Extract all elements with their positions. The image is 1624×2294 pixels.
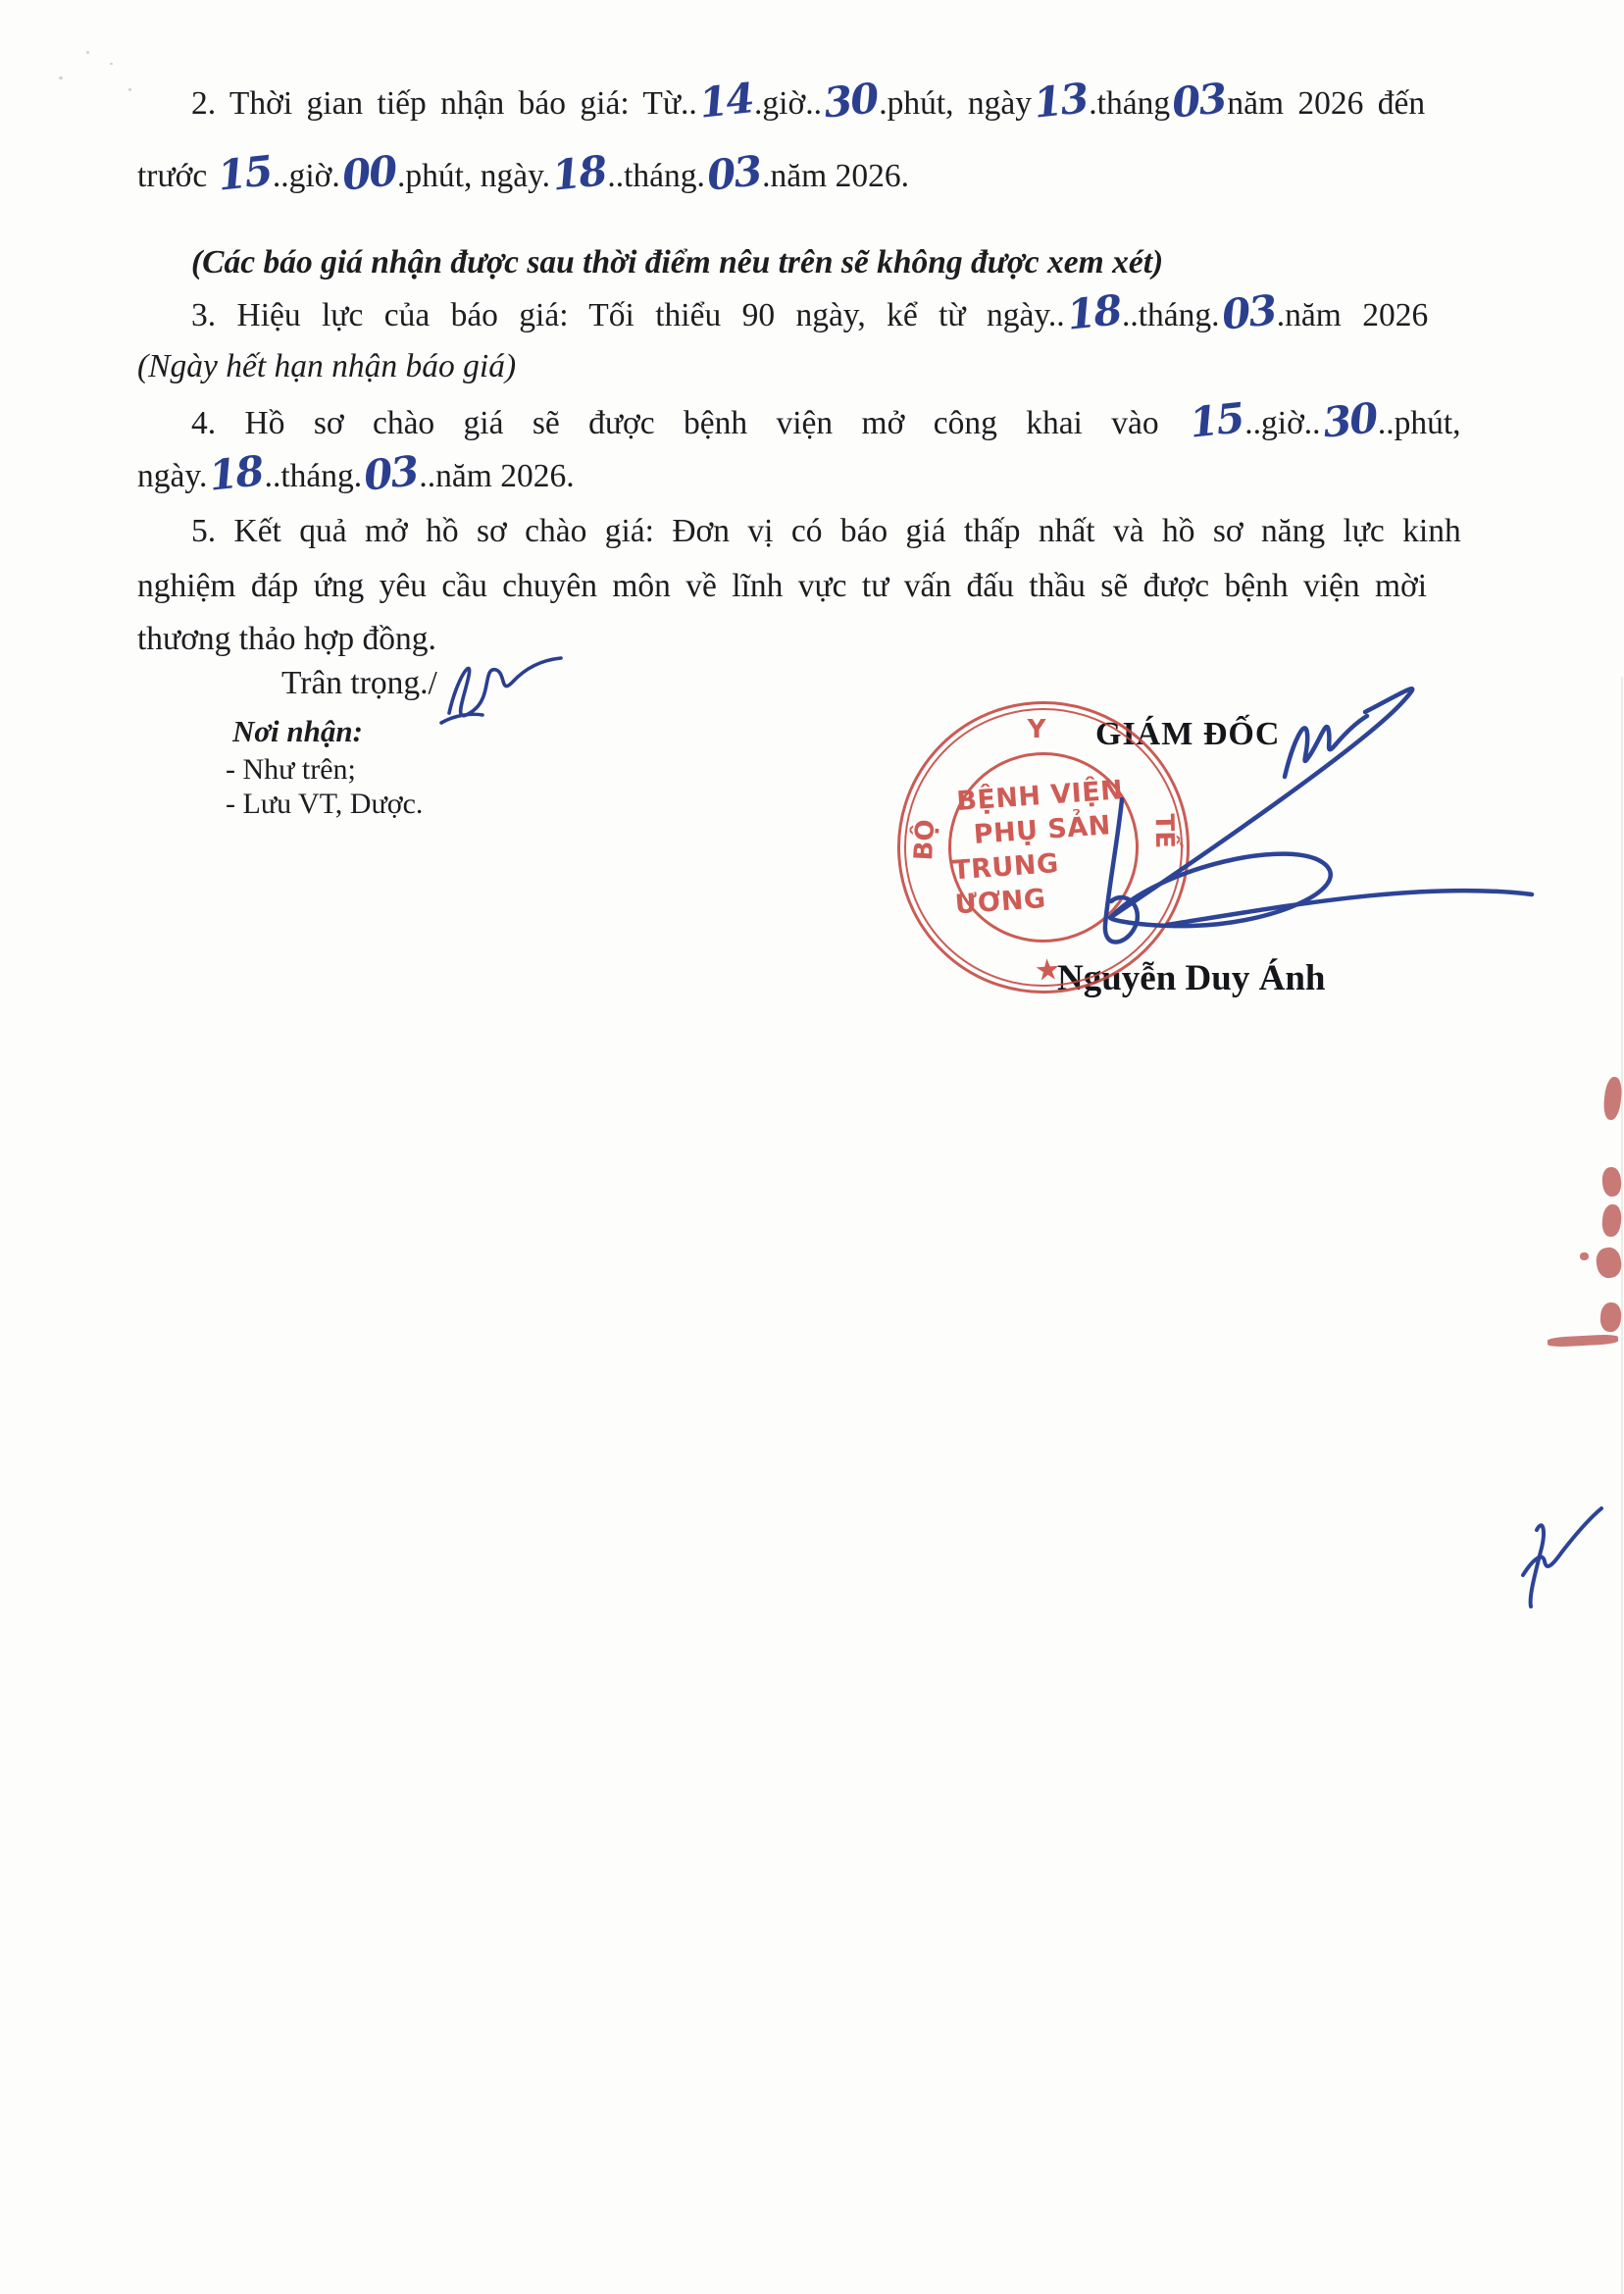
closing-text: Trân trọng./ xyxy=(281,665,437,701)
printed-text: .tháng xyxy=(1089,85,1171,122)
printed-text: 5. Kết quả mở hồ sơ chào giá: Đơn vị có báo giá thấp nhất và hồ sơ năng lực kinh xyxy=(191,513,1461,549)
handwritten-day: 18 xyxy=(1064,285,1123,339)
note-line xyxy=(137,241,1559,284)
handwritten-minute: 00 xyxy=(339,146,398,200)
red-edge-mark xyxy=(1601,1166,1622,1197)
printed-text: ngày. xyxy=(137,458,208,494)
printed-text: .phút, ngày. xyxy=(397,158,551,194)
small-initials-mark xyxy=(1486,1491,1613,1618)
printed-text: ..giờ. xyxy=(272,158,340,194)
printed-text: trước xyxy=(137,158,216,194)
scan-edge-line xyxy=(1621,677,1623,2294)
printed-text: thương thảo hợp đồng. xyxy=(137,621,436,657)
recipient-item-text: - Như trên; xyxy=(226,753,356,786)
stamp-text-line: TRUNG ƯƠNG xyxy=(951,847,1060,921)
red-edge-mark xyxy=(1601,1203,1623,1238)
scan-speck xyxy=(86,51,89,54)
handwritten-minute: 30 xyxy=(1320,393,1379,447)
pen-squiggle-after-closing xyxy=(422,633,588,740)
paragraph-4-line-1 xyxy=(137,393,1559,447)
stamp-text-line: PHỤ SẢN xyxy=(972,810,1112,850)
printed-text: 4. Hồ sơ chào giá sẽ được bệnh viện mở công khai vào xyxy=(191,405,1188,441)
red-edge-mark xyxy=(1595,1246,1623,1279)
printed-text: ..tháng. xyxy=(607,158,705,194)
recipient-item-text: - Lưu VT, Dược. xyxy=(226,788,424,820)
printed-text: năm 2026 đến xyxy=(1227,85,1426,122)
printed-text: ..năm 2026. xyxy=(419,458,575,494)
recipients-title xyxy=(232,714,363,749)
handwritten-hour: 14 xyxy=(696,74,755,127)
paragraph-2-line-2 xyxy=(137,146,1505,200)
handwritten-hour: 15 xyxy=(1187,393,1245,447)
paragraph-4-line-2 xyxy=(137,446,1505,500)
signer-name-text: Nguyễn Duy Ánh xyxy=(1057,958,1326,998)
recipients-title-text: Nơi nhận: xyxy=(232,714,363,748)
printed-text: .năm 2026 xyxy=(1276,297,1429,333)
printed-text: 3. Hiệu lực của báo giá: Tối thiểu 90 ngày, kể từ ngày.. xyxy=(191,297,1065,333)
director-signature xyxy=(873,628,1559,1040)
director-title-text: GIÁM ĐỐC xyxy=(1095,716,1281,752)
printed-text: ..giờ.. xyxy=(1244,405,1321,441)
scan-speck xyxy=(110,63,113,65)
stamp-ring-letter-right: TẾ xyxy=(1148,813,1179,849)
red-edge-mark xyxy=(1599,1301,1622,1332)
printed-text: 2. Thời gian tiếp nhận báo giá: Từ.. xyxy=(191,85,697,122)
printed-text: nghiệm đáp ứng yêu cầu chuyên môn về lĩnh vực tư vấn đấu thầu sẽ được bệnh viện mời xyxy=(137,568,1428,604)
italic-note-text: (Ngày hết hạn nhận báo giá) xyxy=(137,348,517,384)
printed-text: ..tháng. xyxy=(264,458,363,494)
paragraph-2-line-1 xyxy=(137,74,1559,127)
handwritten-month: 03 xyxy=(704,146,763,200)
handwritten-month: 03 xyxy=(1169,74,1228,127)
recipient-item xyxy=(226,753,356,787)
closing-salutation xyxy=(281,665,437,702)
stamp-ring-letter-left: BỘ xyxy=(909,818,941,862)
paragraph-5-line-1 xyxy=(137,510,1559,553)
paragraph-3-line-2 xyxy=(137,345,1505,388)
handwritten-day: 18 xyxy=(549,146,608,200)
note-text: (Các báo giá nhận được sau thời điểm nêu trên sẽ không được xem xét) xyxy=(191,244,1164,280)
printed-text: ..phút, xyxy=(1377,405,1461,441)
handwritten-day: 18 xyxy=(206,446,266,500)
printed-text: .phút, ngày xyxy=(879,85,1033,122)
scan-speck xyxy=(59,76,63,79)
printed-text: .năm 2026. xyxy=(762,158,909,194)
paragraph-3-line-1 xyxy=(137,285,1559,339)
paragraph-5-line-2 xyxy=(137,565,1505,608)
printed-text: ..tháng. xyxy=(1121,297,1220,333)
printed-text: .giờ.. xyxy=(754,85,822,122)
scan-speck xyxy=(128,88,131,91)
red-edge-mark xyxy=(1548,1334,1618,1348)
recipient-item xyxy=(226,788,423,821)
handwritten-day: 13 xyxy=(1031,74,1090,127)
stamp-star-icon: ★ xyxy=(1033,952,1062,989)
stamp-text-line: BỆNH VIỆN xyxy=(955,775,1125,818)
handwritten-month: 03 xyxy=(1219,285,1278,339)
handwritten-minute: 30 xyxy=(821,74,880,127)
red-edge-mark xyxy=(1580,1252,1589,1260)
handwritten-month: 03 xyxy=(361,446,420,500)
handwritten-hour: 15 xyxy=(215,146,274,200)
stamp-ring-letter-top: Y xyxy=(1027,715,1046,745)
